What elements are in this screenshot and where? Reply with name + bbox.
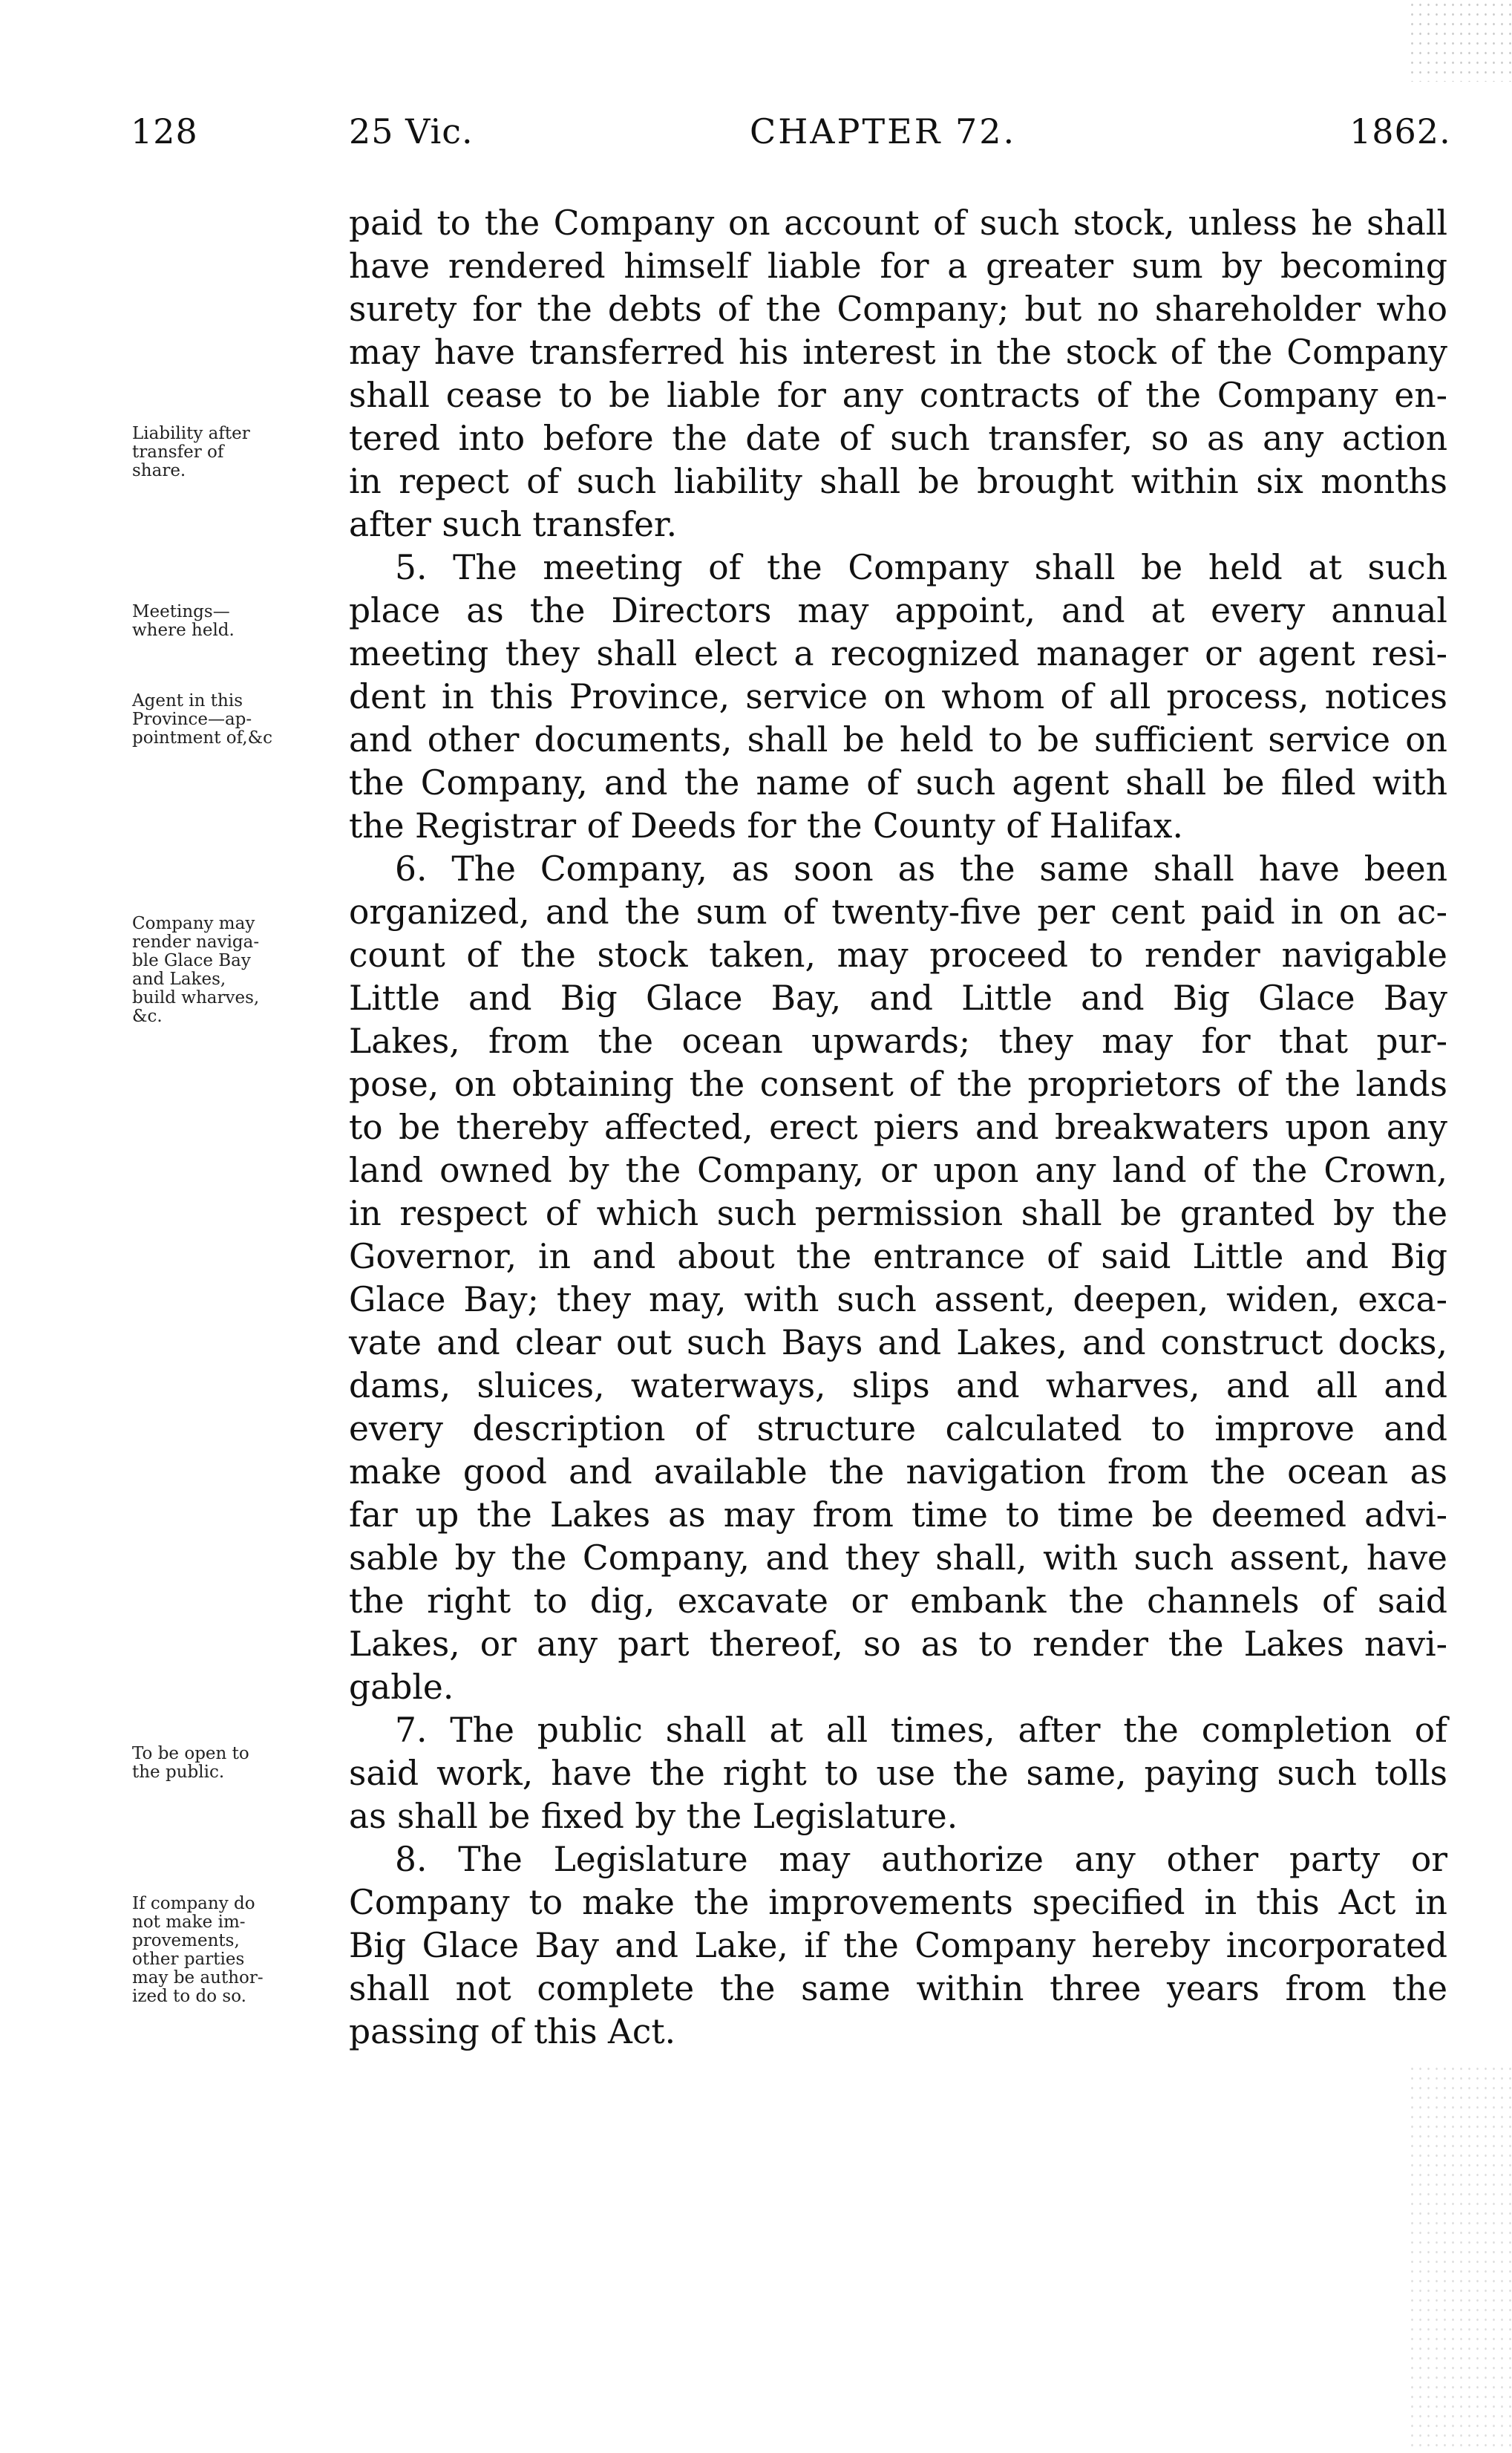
text-line: the Company, and the name of such agent shall be filed with xyxy=(349,763,1447,803)
regnal-year: 25 Vic. xyxy=(349,111,474,151)
text-line: meeting they shall elect a recognized manager or agent resi- xyxy=(349,634,1447,673)
text-line: land owned by the Company, or upon any land of the Crown, xyxy=(349,1151,1447,1190)
margin-note-agent: Agent in this Province—ap- pointment of,&c xyxy=(132,691,272,748)
text-line: tered into before the date of such transfer, so as any action xyxy=(349,419,1447,458)
text-line: may have transferred his interest in the stock of the Company xyxy=(349,333,1447,372)
section-7-start: 7. The public shall at all times, after the completion of xyxy=(395,1711,1447,1750)
text-line: Glace Bay; they may, with such assent, deepen, widen, exca- xyxy=(349,1280,1447,1319)
text-line: and other documents, shall be held to be sufficient service on xyxy=(349,720,1447,760)
text-line: Lakes, from the ocean upwards; they may for that pur- xyxy=(349,1022,1447,1061)
text-line: Lakes, or any part thereof, so as to render the Lakes navi- xyxy=(349,1624,1447,1664)
text-line: as shall be fixed by the Legislature. xyxy=(349,1797,958,1836)
text-line: Big Glace Bay and Lake, if the Company hereby incorporated xyxy=(349,1926,1447,1965)
margin-note-company: Company may render naviga- ble Glace Bay and Lakes, build wharves, &c. xyxy=(132,914,260,1026)
text-line: dent in this Province, service on whom of all process, notices xyxy=(349,677,1447,716)
section-8-start: 8. The Legislature may authorize any other party or xyxy=(395,1840,1447,1879)
text-line: make good and available the navigation from the ocean as xyxy=(349,1452,1447,1492)
year: 1862. xyxy=(1349,111,1451,151)
page-number: 128 xyxy=(131,111,198,151)
chapter-heading: CHAPTER 72. xyxy=(750,111,1017,151)
text-line: organized, and the sum of twenty-five per cent paid in on ac- xyxy=(349,892,1447,932)
text-line: gable. xyxy=(349,1668,454,1707)
text-line: vate and clear out such Bays and Lakes, and construct docks, xyxy=(349,1323,1447,1362)
text-line: the Registrar of Deeds for the County of Halifax. xyxy=(349,806,1183,846)
scan-edge-artifact xyxy=(1408,0,1512,82)
margin-note-meetings: Meetings— where held. xyxy=(132,602,235,640)
text-line: in respect of which such permission shall be granted by the xyxy=(349,1194,1447,1233)
text-line: passing of this Act. xyxy=(349,2012,676,2051)
text-line: dams, sluices, waterways, slips and wharves, and all and xyxy=(349,1366,1447,1405)
text-line: pose, on obtaining the consent of the proprietors of the lands xyxy=(349,1065,1447,1104)
margin-note-open: To be open to the public. xyxy=(132,1744,249,1782)
text-line: said work, have the right to use the same, paying such tolls xyxy=(349,1754,1447,1793)
section-5-start: 5. The meeting of the Company shall be held at such xyxy=(395,548,1447,587)
text-line: place as the Directors may appoint, and at every annual xyxy=(349,591,1447,630)
margin-note-liability: Liability after transfer of share. xyxy=(132,424,250,480)
text-line: Little and Big Glace Bay, and Little and Big Glace Bay xyxy=(349,979,1447,1018)
text-line: to be thereby affected, erect piers and breakwaters upon any xyxy=(349,1108,1447,1147)
text-line: Company to make the improvements specified in this Act in xyxy=(349,1883,1447,1922)
margin-note-other: If company do not make im- provements, other parties may be author- ized to do so. xyxy=(132,1894,264,2006)
section-6-start: 6. The Company, as soon as the same shall have been xyxy=(395,849,1447,889)
text-line: have rendered himself liable for a greater sum by becoming xyxy=(349,246,1447,286)
text-line: shall not complete the same within three years from the xyxy=(349,1969,1447,2008)
text-line: shall cease to be liable for any contracts of the Company en- xyxy=(349,376,1447,415)
text-line: far up the Lakes as may from time to time be deemed advi- xyxy=(349,1495,1447,1535)
text-line: paid to the Company on account of such stock, unless he shall xyxy=(349,203,1447,243)
text-line: sable by the Company, and they shall, with such assent, have xyxy=(349,1538,1447,1578)
text-line: in repect of such liability shall be brought within six months xyxy=(349,462,1447,501)
text-line: surety for the debts of the Company; but no shareholder who xyxy=(349,290,1447,329)
text-line: after such transfer. xyxy=(349,505,678,544)
text-line: every description of structure calculated to improve and xyxy=(349,1409,1447,1448)
scan-edge-artifact xyxy=(1408,2064,1512,2453)
text-line: count of the stock taken, may proceed to render navigable xyxy=(349,935,1447,975)
text-line: Governor, in and about the entrance of said Little and Big xyxy=(349,1237,1447,1276)
text-line: the right to dig, excavate or embank the channels of said xyxy=(349,1581,1447,1621)
